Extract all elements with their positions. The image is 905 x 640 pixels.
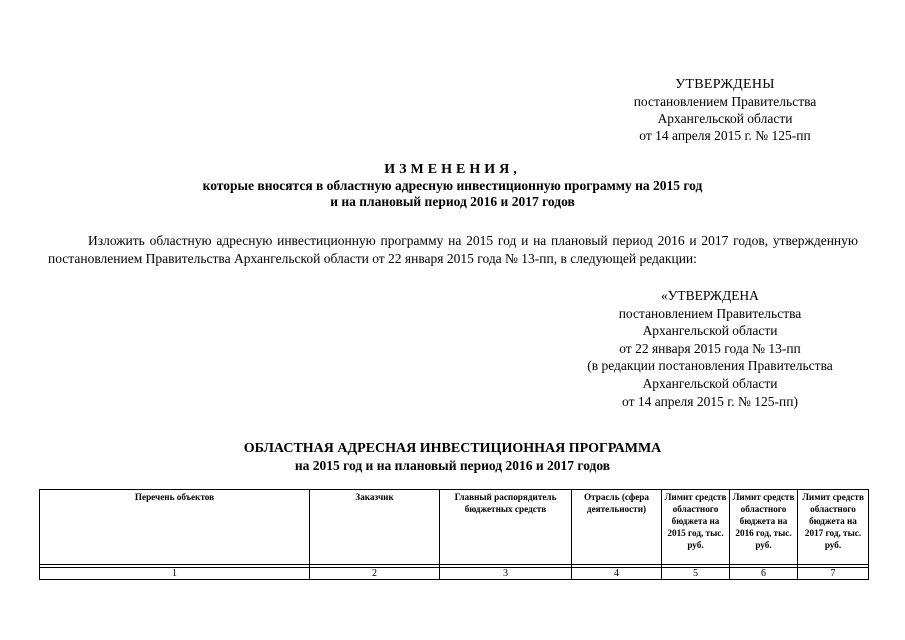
table-header-cell: Перечень объектов — [40, 490, 310, 565]
approval-line: Архангельской области — [642, 375, 778, 391]
program-title-block — [0, 440, 905, 474]
approval-line: от 14 апреля 2015 г. № 125-пп — [639, 128, 811, 143]
approval-stamp-top — [600, 76, 850, 144]
approval-line: постановлением Правительства — [633, 94, 817, 109]
table-header-cell: Лимит средств областного бюджета на 2016 год, тыс. руб. — [730, 490, 798, 565]
table-header-row — [40, 490, 869, 565]
changes-title-block — [0, 162, 905, 210]
table-header-cell: Лимит средств областного бюджета на 2015 год, тыс. руб. — [662, 490, 730, 565]
program-title: ОБЛАСТНАЯ АДРЕСНАЯ ИНВЕСТИЦИОННАЯ ПРОГРАММА — [243, 441, 662, 456]
column-number: 2 — [310, 568, 440, 580]
approval-line: (в редакции постановления Правительства — [587, 358, 833, 374]
table-header-cell: Отрасль (сфера деятельности) — [572, 490, 662, 565]
body-paragraph: Изложить областную адресную инвестиционную программу на 2015 год и на плановый период 2016 и 2017 годов, утвержденную постановлением Правительства Архангельской области от 22 января 2015 года № 13-пп, в следующей редакции: — [48, 233, 858, 266]
approval-line: от 14 апреля 2015 г. № 125-пп) — [622, 393, 798, 409]
column-number: 4 — [572, 568, 662, 580]
table-header-cell: Главный распорядитель бюджетных средств — [440, 490, 572, 565]
column-number: 1 — [40, 568, 310, 580]
column-number: 3 — [440, 568, 572, 580]
column-number: 5 — [662, 568, 730, 580]
table-header-cell: Лимит средств областного бюджета на 2017 год, тыс. руб. — [798, 490, 869, 565]
column-number: 7 — [798, 568, 869, 580]
table-header-cell: Заказчик — [310, 490, 440, 565]
changes-subtitle-line: и на плановый период 2016 и 2017 годов — [330, 194, 575, 209]
table-number-row — [40, 568, 869, 580]
approval-heading: УТВЕРЖДЕНЫ — [675, 77, 775, 92]
approval-heading: «УТВЕРЖДЕНА — [661, 288, 759, 303]
program-subtitle: на 2015 год и на плановый период 2016 и 2017 годов — [294, 458, 611, 473]
approval-line: от 22 января 2015 года № 13-пп — [619, 340, 801, 356]
changes-subtitle-line: которые вносятся в областную адресную инвестиционную программу на 2015 год — [202, 178, 703, 193]
program-table — [39, 489, 869, 580]
approval-line: Архангельской области — [642, 323, 778, 339]
column-number: 6 — [730, 568, 798, 580]
approval-stamp-middle — [560, 287, 860, 410]
approval-line: постановлением Правительства — [618, 305, 802, 321]
changes-title: ИЗМЕНЕНИЯ, — [384, 162, 521, 177]
approval-line: Архангельской области — [657, 111, 793, 126]
